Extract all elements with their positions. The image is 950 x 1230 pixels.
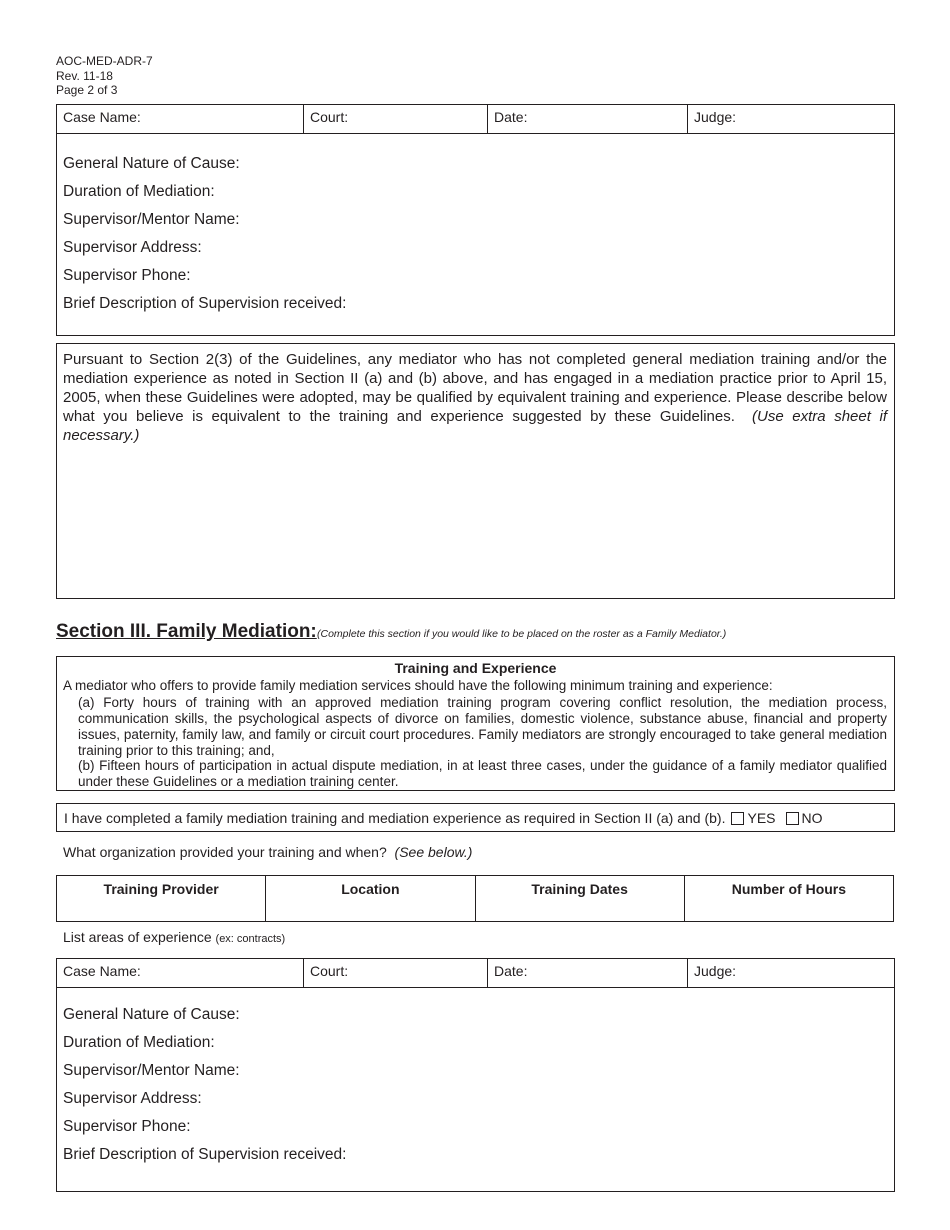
section-title: Section III. Family Mediation:	[56, 621, 317, 642]
form-identifier	[56, 54, 153, 98]
form-code: AOC-MED-ADR-7	[56, 54, 153, 68]
organization-question-note: (See below.)	[394, 844, 473, 860]
experience-label: List areas of experience	[63, 929, 212, 945]
experience-example: (ex: contracts)	[215, 933, 286, 945]
date-field[interactable]: Date:	[488, 105, 688, 133]
section-note: (Complete this section if you would like to be placed on the roster as a Family Mediator.)	[317, 628, 727, 640]
supervisor-phone-label-2[interactable]: Supervisor Phone:	[63, 1118, 191, 1135]
case-header-row	[56, 104, 895, 134]
date-field-2[interactable]: Date:	[488, 959, 688, 987]
training-item-a: (a) Forty hours of training with an approved mediation training program covering conflict resolution, the mediation process, communication skills, the psychological aspects of divorce on families, domestic violence, substance abuse, financial and property issues, paternity, family law, and family or circuit court procedures. Family mediators are strongly encouraged to take general mediation training prior to this training; and,	[78, 695, 887, 758]
page-number: Page 2 of 3	[56, 83, 118, 97]
equivalency-text: Pursuant to Section 2(3) of the Guidelines, any mediator who has not completed general mediation training and/or the mediation experience as noted in Section II (a) and (b) above, and has engaged in a mediation practice prior to April 15, 2005, when these Guidelines were adopted, may be qualified by equivalent training and experience. Please describe below what you believe is equivalent to the training and experience suggested by these Guidelines.	[63, 351, 887, 425]
nature-of-cause-label-2[interactable]: General Nature of Cause:	[63, 1006, 240, 1023]
mentor-name-label-2[interactable]: Supervisor/Mentor Name:	[63, 1062, 240, 1079]
duration-label[interactable]: Duration of Mediation:	[63, 183, 215, 200]
supervisor-address-label-2[interactable]: Supervisor Address:	[63, 1090, 202, 1107]
number-of-hours-header[interactable]: Number of Hours	[731, 881, 847, 897]
no-checkbox[interactable]	[786, 812, 799, 825]
training-intro: A mediator who offers to provide family mediation services should have the following minimum training and experience:	[63, 678, 773, 693]
equivalency-paragraph	[63, 350, 887, 445]
completion-row	[64, 810, 823, 826]
supervisor-phone-label[interactable]: Supervisor Phone:	[63, 267, 191, 284]
training-item-b: (b) Fifteen hours of participation in actual dispute mediation, in at least three cases, under the guidance of a family mediator qualified under these Guidelines or a mediation training center.	[78, 758, 887, 789]
training-table	[56, 875, 894, 922]
location-header[interactable]: Location	[266, 876, 475, 921]
supervision-description-label-2[interactable]: Brief Description of Supervision received:	[63, 1146, 347, 1163]
training-experience-title: Training and Experience	[394, 660, 557, 676]
supervision-description-label[interactable]: Brief Description of Supervision received:	[63, 295, 347, 312]
court-field[interactable]: Court:	[304, 105, 488, 133]
form-revision: Rev. 11-18	[56, 68, 113, 83]
yes-checkbox[interactable]	[731, 812, 744, 825]
judge-field[interactable]: Judge:	[694, 109, 737, 125]
organization-question-text: What organization provided your training and when?	[63, 844, 387, 860]
case-details-box	[56, 134, 895, 336]
court-field-2[interactable]: Court:	[304, 959, 488, 987]
no-label: NO	[801, 810, 823, 826]
case-name-field-2[interactable]: Case Name:	[57, 959, 304, 987]
experience-prompt	[63, 929, 285, 945]
equivalency-note: (Use extra sheet if necessary.)	[63, 408, 887, 444]
training-dates-header[interactable]: Training Dates	[476, 876, 685, 921]
case-name-field[interactable]: Case Name:	[57, 105, 304, 133]
judge-field-2[interactable]: Judge:	[694, 963, 737, 979]
yes-label: YES	[747, 810, 776, 826]
case-details-box-2	[56, 988, 895, 1192]
organization-question	[63, 844, 472, 860]
supervisor-address-label[interactable]: Supervisor Address:	[63, 239, 202, 256]
case-header-row-2	[56, 958, 895, 988]
mentor-name-label[interactable]: Supervisor/Mentor Name:	[63, 211, 240, 228]
completion-question: I have completed a family mediation training and mediation experience as required in Section II (a) and (b).	[64, 810, 726, 826]
nature-of-cause-label[interactable]: General Nature of Cause:	[63, 155, 240, 172]
duration-label-2[interactable]: Duration of Mediation:	[63, 1034, 215, 1051]
training-provider-header[interactable]: Training Provider	[57, 876, 266, 921]
